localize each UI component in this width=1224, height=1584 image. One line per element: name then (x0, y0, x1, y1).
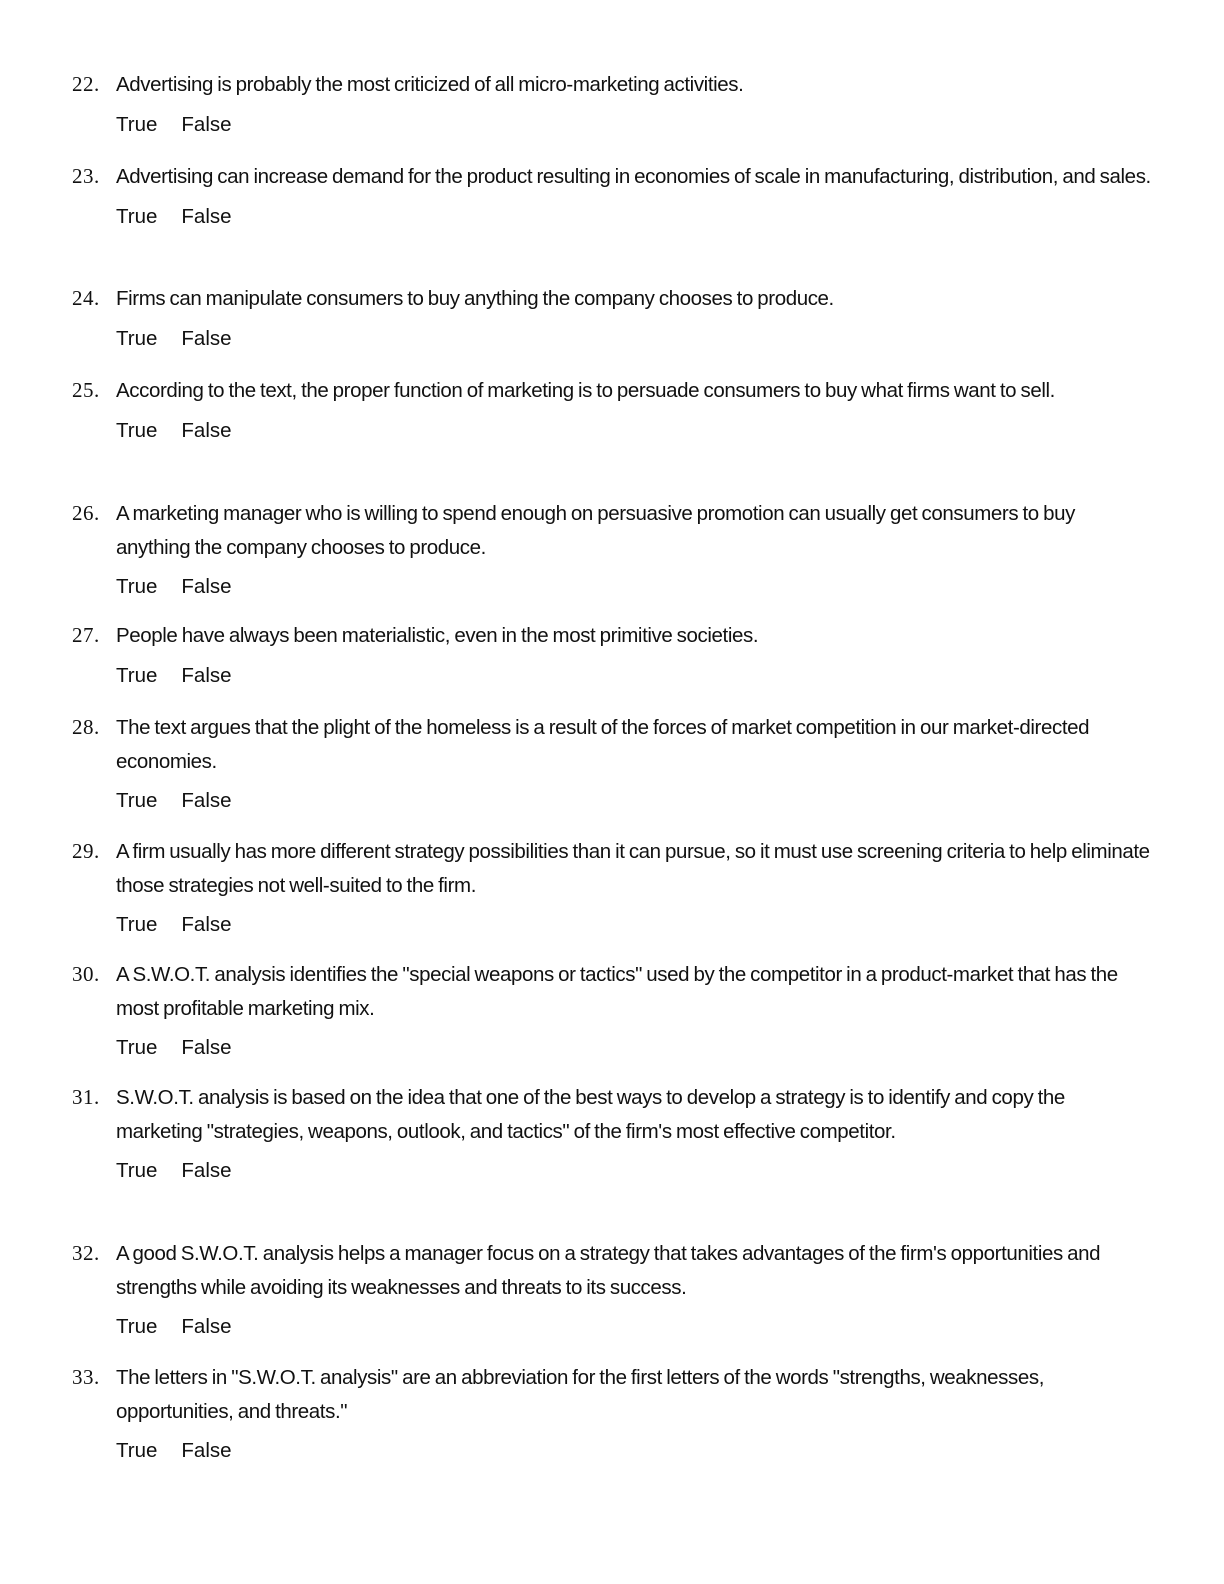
question-30 (72, 958, 1152, 1061)
false-option[interactable]: False (181, 913, 232, 936)
answer-options (116, 204, 1152, 230)
true-option[interactable]: True (116, 913, 158, 936)
question-number: 28. (72, 715, 100, 739)
question-row (72, 497, 1152, 564)
false-option[interactable]: False (181, 326, 232, 350)
question-number: 26. (72, 501, 100, 525)
question-text: Advertising is probably the most criticized of all micro-marketing activities. (116, 73, 744, 96)
question-row (72, 958, 1152, 1025)
false-option[interactable]: False (181, 112, 232, 136)
false-option[interactable]: False (181, 575, 232, 598)
question-text: People have always been materialistic, even in the most primitive societies. (116, 624, 759, 647)
true-option[interactable]: True (116, 1439, 158, 1462)
question-number: 32. (72, 1241, 100, 1265)
true-option[interactable]: True (116, 575, 158, 598)
question-31 (72, 1081, 1152, 1184)
false-option[interactable]: False (181, 418, 232, 442)
true-option[interactable]: True (116, 663, 158, 687)
false-option[interactable]: False (181, 1036, 232, 1059)
question-text: Advertising can increase demand for the product resulting in economies of scale in manufacturing, distribution, and sales. (116, 165, 1151, 188)
answer-options (116, 326, 1152, 352)
answer-options (116, 1035, 1152, 1061)
answer-options (116, 788, 1152, 814)
question-text: A firm usually has more different strategy possibilities than it can pursue, so it must use screening criteria to help eliminate those strategies not well-suited to the firm. (116, 840, 1150, 897)
question-text: A marketing manager who is willing to spend enough on persuasive promotion can usually get consumers to buy anything the company chooses to produce. (116, 502, 1075, 559)
question-number: 29. (72, 839, 100, 863)
question-number: 31. (72, 1085, 100, 1109)
false-option[interactable]: False (181, 789, 232, 812)
question-text: A S.W.O.T. analysis identifies the "special weapons or tactics" used by the competitor in a product-market that has the most profitable marketing mix. (116, 963, 1118, 1020)
question-28 (72, 711, 1152, 814)
question-row (72, 619, 1152, 653)
question-row (72, 1081, 1152, 1148)
answer-options (116, 418, 1152, 444)
false-option[interactable]: False (181, 204, 232, 228)
question-number: 33. (72, 1365, 100, 1389)
question-number: 25. (72, 378, 100, 402)
question-24 (72, 282, 1152, 352)
true-option[interactable]: True (116, 1036, 158, 1059)
question-number: 24. (72, 286, 100, 310)
question-25 (72, 374, 1152, 444)
true-option[interactable]: True (116, 204, 158, 228)
answer-options (116, 1438, 1152, 1464)
question-number: 22. (72, 72, 100, 96)
question-27 (72, 619, 1152, 689)
question-32 (72, 1237, 1152, 1340)
question-row (72, 68, 1152, 102)
question-row (72, 1237, 1152, 1304)
answer-options (116, 112, 1152, 138)
true-option[interactable]: True (116, 1315, 158, 1338)
false-option[interactable]: False (181, 1315, 232, 1338)
question-row (72, 711, 1152, 778)
question-26 (72, 497, 1152, 600)
answer-options (116, 912, 1152, 938)
true-option[interactable]: True (116, 418, 158, 442)
question-number: 23. (72, 164, 100, 188)
question-row (72, 1361, 1152, 1428)
question-row (72, 282, 1152, 316)
question-text: Firms can manipulate consumers to buy anything the company chooses to produce. (116, 287, 834, 310)
question-number: 27. (72, 623, 100, 647)
true-option[interactable]: True (116, 112, 158, 136)
false-option[interactable]: False (181, 1159, 232, 1182)
answer-options (116, 1314, 1152, 1340)
question-text: A good S.W.O.T. analysis helps a manager focus on a strategy that takes advantages of the firm's opportunities and strengths while avoiding its weaknesses and threats to its success. (116, 1242, 1101, 1299)
true-option[interactable]: True (116, 789, 158, 812)
question-number: 30. (72, 962, 100, 986)
question-row (72, 374, 1152, 408)
answer-options (116, 574, 1152, 600)
answer-options (116, 663, 1152, 689)
question-22 (72, 68, 1152, 138)
question-text: According to the text, the proper function of marketing is to persuade consumers to buy what firms want to sell. (116, 379, 1055, 402)
question-23 (72, 160, 1152, 230)
true-option[interactable]: True (116, 1159, 158, 1182)
question-text: S.W.O.T. analysis is based on the idea that one of the best ways to develop a strategy is to identify and copy the marketing "strategies, weapons, outlook, and tactics" of the firm's most effective competitor. (116, 1086, 1065, 1143)
question-text: The text argues that the plight of the homeless is a result of the forces of market competition in our market-directed economies. (116, 716, 1090, 773)
true-option[interactable]: True (116, 326, 158, 350)
question-row (72, 160, 1152, 194)
question-29 (72, 835, 1152, 938)
false-option[interactable]: False (181, 663, 232, 687)
question-row (72, 835, 1152, 902)
answer-options (116, 1158, 1152, 1184)
false-option[interactable]: False (181, 1439, 232, 1462)
question-33 (72, 1361, 1152, 1464)
question-text: The letters in "S.W.O.T. analysis" are an abbreviation for the first letters of the words "strengths, weaknesses, opportunities, and threats." (116, 1366, 1044, 1423)
